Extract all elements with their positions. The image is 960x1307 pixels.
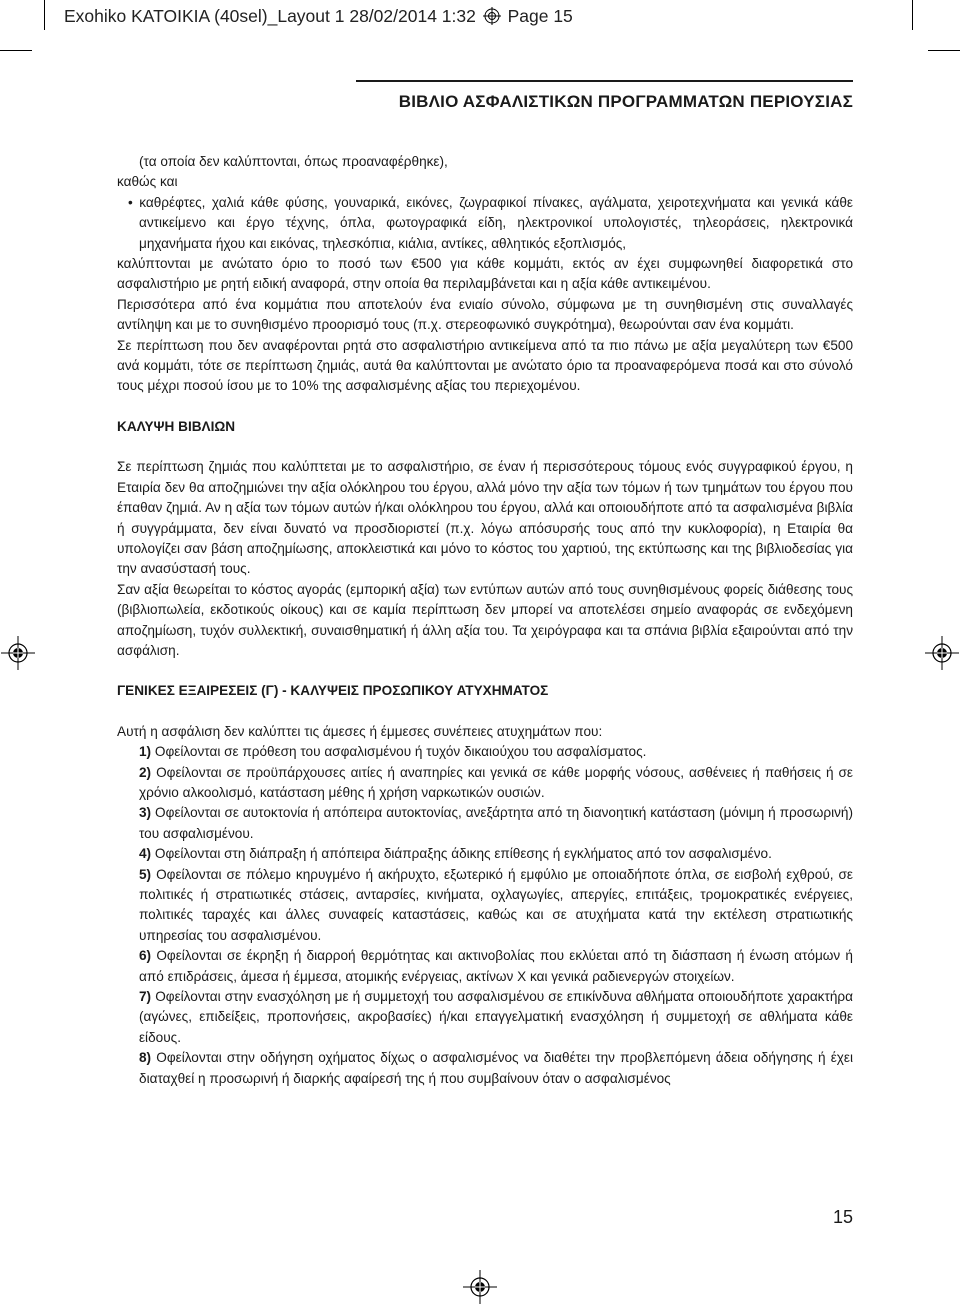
list-item (117, 1048, 853, 1089)
list-item (117, 742, 853, 762)
item-number: 5) (139, 866, 152, 882)
list-item (117, 865, 853, 947)
item-text: Οφείλονται σε έκρηξη ή διαρροή θερμότητας και ακτινοβολίας που εκλύεται από τη διάσπαση ή ένωση ατόμων ή από επιδράσεις, άμεσα ή έμμεσα, ατομικής ενέργειας, ακτίνων Χ και γενικά ραδιενεργών στοιχείων. (139, 948, 853, 984)
intro-line: καθώς και (117, 174, 178, 190)
page-body (117, 152, 853, 1089)
list-item (117, 763, 853, 804)
header-rule (356, 80, 853, 82)
item-number: 6) (139, 948, 152, 964)
registration-mark-icon (483, 7, 501, 25)
paragraph: Περισσότερα από ένα κομμάτια που αποτελούν ένα ενιαίο σύνολο, σύμφωνα με τη συνηθισμένη στις συναλλαγές αντίληψη και με το συνηθισμένο προορισμό τους (π.χ. στερεοφωνικό συγκρότημα), θεωρούνται σαν ένα κομμάτι. (117, 296, 853, 333)
item-text: Οφείλονται στη διάπραξη ή απόπειρα διάπραξης άδικης επίθεσης ή εγκλήματος από τον ασφαλισμένο. (151, 846, 772, 862)
print-slug (64, 6, 573, 27)
running-header: ΒΙΒΛΙΟ ΑΣΦΑΛΙΣΤΙΚΩΝ ΠΡΟΓΡΑΜΜΑΤΩΝ ΠΕΡΙΟΥΣΙΑΣ (398, 92, 853, 111)
paragraph: Σε περίπτωση ζημιάς που καλύπτεται με το ασφαλιστήριο, σε έναν ή περισσότερους τόμους ενός συγγραφικού έργου, η Εταιρία δεν θα αποζημιώνει την αξία ολόκληρου του έργου, αλλά μόνο την αξία των τόμων ή των τμημάτων του έργου που έπαθαν ζημιά. Αν η αξία των τόμων αυτών ή/και ολόκληρου του έργου, αλλά και οποιουδήποτε από τα ασφαλισμένα βιβλία ή συγγράμματα, δεν είναι δυνατό να προσδιοριστεί (π.χ. λόγω απόσυρσής τους από την κυκλοφορία), η Εταιρία θα υπολογίζει σαν βάση αποζημίωσης, αποκλειστικά και μόνο το κόστος του χαρτιού, της εκτύπωσης και της βιβλιοδεσίας για την ανασύστασή τους. (117, 459, 853, 577)
list-item (117, 844, 853, 864)
crop-mark (0, 50, 32, 51)
list-item (117, 987, 853, 1048)
item-number: 3) (139, 805, 152, 821)
slug-page: Page 15 (507, 6, 573, 26)
item-number: 4) (139, 846, 152, 862)
section-heading: ΓΕΝΙΚΕΣ ΕΞΑΙΡΕΣΕΙΣ (Γ) - ΚΑΛΥΨΕΙΣ ΠΡΟΣΩΠΙΚΟΥ ΑΤΥΧΗΜΑΤΟΣ (117, 683, 549, 699)
item-text: Οφείλονται στην ενασχόληση με ή συμμετοχή του ασφαλισμένου σε επικίνδυνα αθλήματα οποιουδήποτε χαρακτήρα (αγώνες, επιδείξεις, προπονήσεις, ακροβασίες) ή/και επαγγελματική ενασχόληση ή συμμετοχή σε αθλήματα κάθε είδους. (139, 989, 853, 1045)
registration-mark-icon (463, 1270, 497, 1304)
paragraph: Σαν αξία θεωρείται το κόστος αγοράς (εμπορική αξία) των εντύπων αυτών από τους συνηθισμένους φορείς διάθεσης τους (βιβλιοπωλεία, εκδοτικούς οίκους) και σε καμία περίπτωση δεν μπορεί να αποτελέσει σημείο αναφοράς σε ενδεχόμενη αποζημίωση, τυχόν συλλεκτική, συναισθηματική ή άλλη αξία του. Τα χειρόγραφα και τα σπάνια βιβλία εξαιρούνται από την ασφάλιση. (117, 581, 853, 658)
crop-mark (44, 0, 45, 30)
paragraph: Αυτή η ασφάλιση δεν καλύπτει τις άμεσες ή έμμεσες συνέπειες ατυχημάτων που: (117, 723, 603, 739)
item-text: Οφείλονται στην οδήγηση οχήματος δίχως ο ασφαλισμένος να διαθέτει την προβλεπόμενη άδεια οδήγησης ή έχει διαταχθεί η προσωρινή ή διαρκής αφαίρεσή της ή που συμβαίνουν όταν ο ασφαλισμένος (139, 1050, 853, 1086)
intro-line: (τα οποία δεν καλύπτονται, όπως προαναφέρθηκε), (139, 154, 448, 169)
list-item (117, 946, 853, 987)
paragraph: Σε περίπτωση που δεν αναφέρονται ρητά στο ασφαλιστήριο αντικείμενα από τα πιο πάνω με αξία μεγαλύτερη των €500 ανά κομμάτι, τότε σε περίπτωση ζημιάς, αυτά θα καλύπτονται με ανώτατο όριο τα προαναφερόμενα ποσά και στο σύνολό τους μέχρι ποσού ίσου με το 10% της ασφαλισμένης αξίας του περιεχομένου. (117, 337, 853, 394)
item-text: Οφείλονται σε αυτοκτονία ή απόπειρα αυτοκτονίας, ανεξάρτητα από τη διανοητική κατάσταση (μόνιμη ή προσωρινή) του ασφαλισμένου. (139, 805, 853, 841)
crop-mark (928, 50, 960, 51)
item-text: Οφείλονται σε προϋπάρχουσες αιτίες ή αναπηρίες και γενικά σε κάθε μορφής νόσους, ασθένειες ή παθήσεις ή σε χρόνιο αλκοολισμό, κατάσταση μέθης ή χρήση ναρκωτικών ουσιών. (139, 764, 853, 800)
registration-mark-icon (925, 636, 959, 670)
item-number: 1) (139, 744, 152, 760)
bullet-item: • καθρέφτες, χαλιά κάθε φύσης, γουναρικά, εικόνες, ζωγραφικοί πίνακες, αγάλματα, χειροτεχνήματα και γενικά κάθε αντικείμενο και έργο τέχνης, όπλα, φωτογραφικά είδη, ηλεκτρονικοί υπολογιστές, τηλεοράσεις, ηλεκτρονικά μηχανήματα ήχου και εικόνας, τηλεσκόπια, κιάλια, αντίκες, αθλητικός εξοπλισμός, (128, 194, 853, 251)
item-text: Οφείλονται σε πόλεμο κηρυγμένο ή ακήρυχτο, εξωτερικό ή εμφύλιο με οποιαδήποτε όπλα, σε εισβολή εχθρού, σε πολιτικές ή στρατιωτικές στάσεις, ανταρσίες, κινήματα, οχλαγωγίες, απεργίες, επιτάξεις, τρομοκρατικές ενέργειες, πολιτικές ταραχές και άλλες συναφείς καταστάσεις, καθώς και σε ατυχήματα κατά την εκτέλεση στρατιωτικής υπηρεσίας του ασφαλισμένου. (139, 866, 853, 943)
slug-text: Exohiko KATOIKIA (40sel)_Layout 1 28/02/2014 1:32 (64, 6, 481, 26)
item-number: 7) (139, 989, 152, 1005)
registration-mark-icon (1, 636, 35, 670)
section-heading: ΚΑΛΥΨΗ ΒΙΒΛΙΩΝ (117, 418, 236, 434)
item-text: Οφείλονται σε πρόθεση του ασφαλισμένου ή τυχόν δικαιούχου του ασφαλίσματος. (151, 744, 647, 760)
item-number: 8) (139, 1050, 152, 1066)
paragraph: καλύπτονται με ανώτατο όριο το ποσό των €500 για κάθε κομμάτι, εκτός αν έχει συμφωνηθεί διαφορετικά στο ασφαλιστήριο με ρητή ειδική αναφορά, στην οποία θα περιλαμβάνεται και η αξία κάθε αντικειμένου. (117, 256, 853, 292)
page-number: 15 (832, 1207, 853, 1227)
list-item (117, 803, 853, 844)
crop-mark (912, 0, 913, 30)
item-number: 2) (139, 764, 152, 780)
